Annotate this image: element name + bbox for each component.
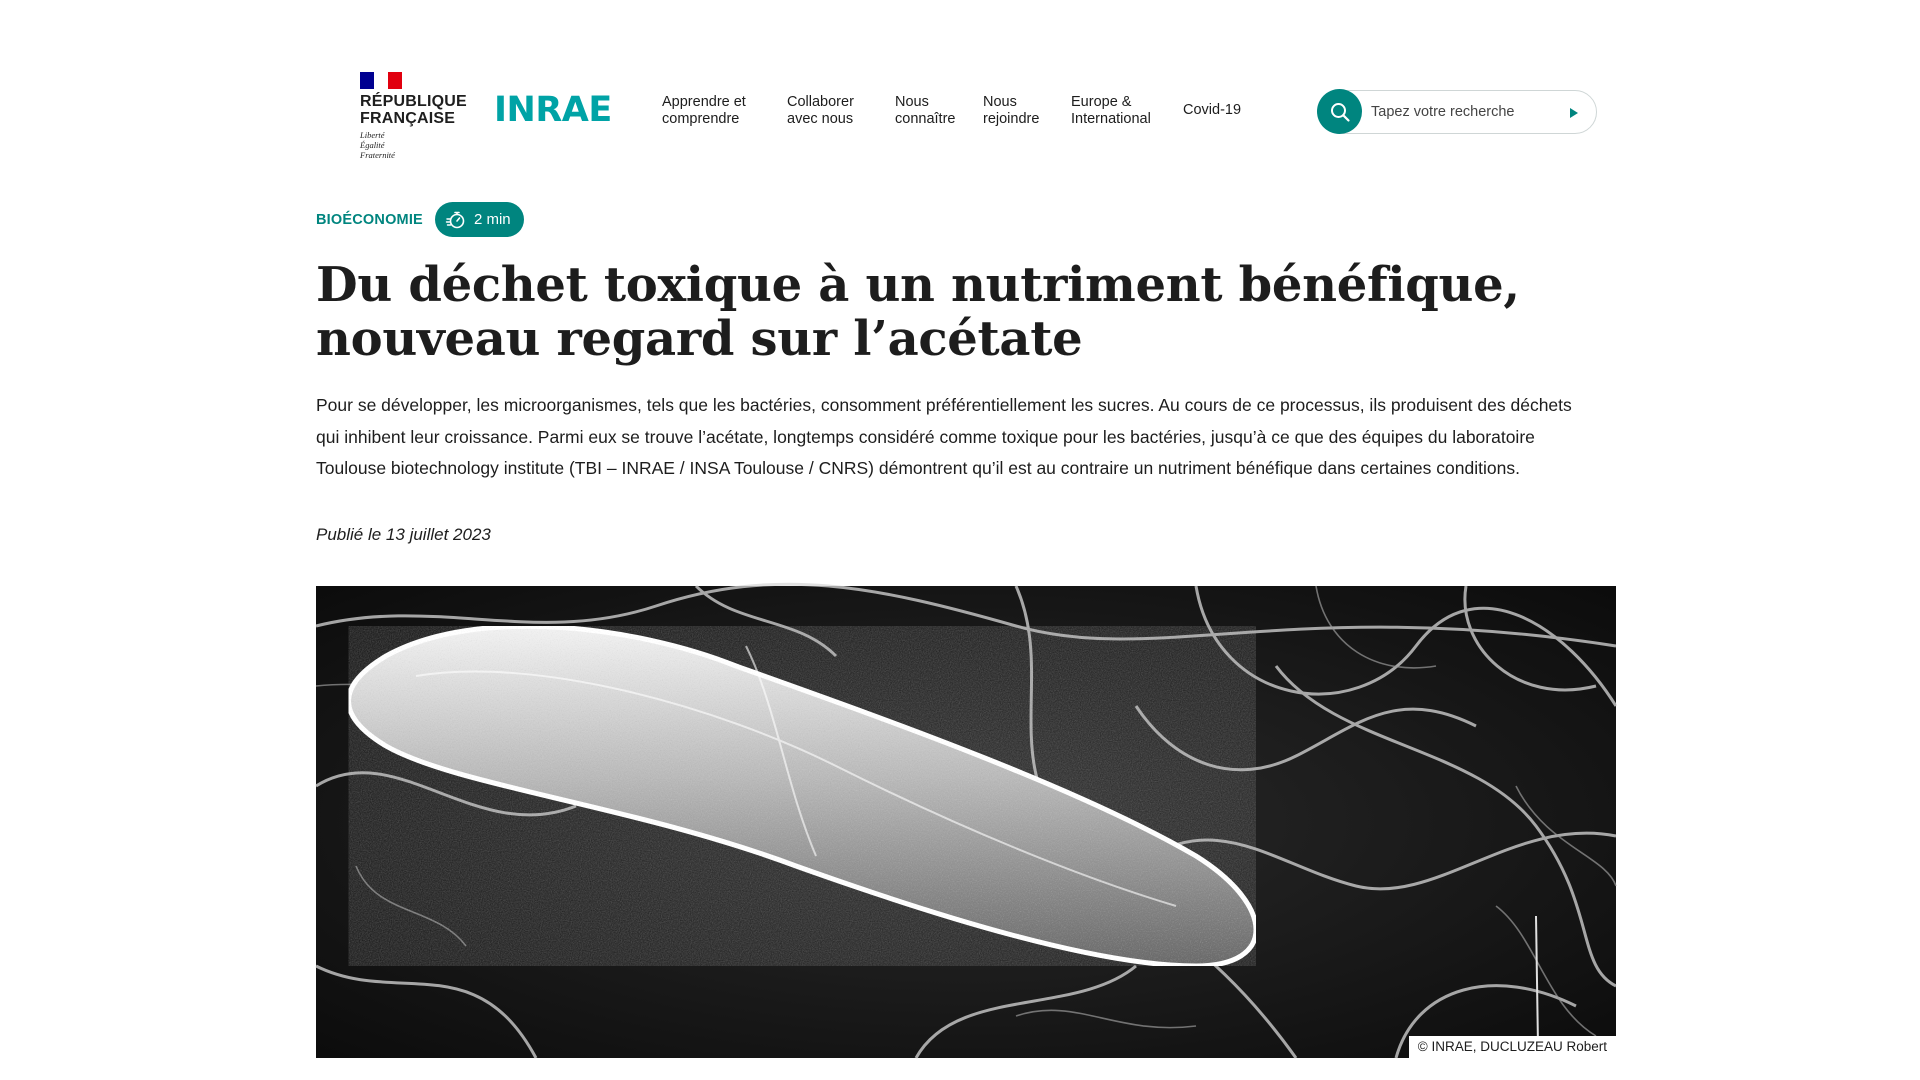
nav-item-collaborer[interactable]: Collaborer avec nous <box>787 94 854 127</box>
nav-item-nous-connaitre[interactable]: Nous connaître <box>895 94 956 127</box>
play-arrow-icon[interactable] <box>1564 103 1584 123</box>
article-title: Du déchet toxique à un nutriment bénéfique, nouveau regard sur l’acétate <box>316 257 1520 367</box>
nav-item-apprendre[interactable]: Apprendre et comprendre <box>662 94 746 127</box>
republique-motto: Liberté Égalité Fraternité <box>360 130 395 160</box>
stopwatch-icon <box>446 210 466 230</box>
image-caption: © INRAE, DUCLUZEAU Robert <box>1409 1036 1616 1058</box>
nav-item-nous-rejoindre[interactable]: Nous rejoindre <box>983 94 1040 127</box>
search-icon[interactable] <box>1317 89 1362 134</box>
inrae-logo[interactable]: INRAE <box>494 90 612 130</box>
republique-francaise-logo[interactable] <box>360 72 470 160</box>
read-time-badge <box>435 202 524 237</box>
main-nav <box>662 94 1263 128</box>
nav-item-europe-international[interactable]: Europe & International <box>1071 94 1151 127</box>
republique-name: RÉPUBLIQUE FRANÇAISE <box>360 93 467 127</box>
bacteria-micrograph <box>316 586 1616 1058</box>
nav-item-covid[interactable]: Covid-19 <box>1183 102 1242 118</box>
search-input[interactable] <box>1371 100 1551 124</box>
category-tag[interactable]: BIOÉCONOMIE <box>316 211 423 228</box>
search-box <box>1318 90 1597 134</box>
site-header <box>0 0 1920 170</box>
hero-image <box>316 586 1616 1058</box>
read-time-label: 2 min <box>473 211 511 228</box>
article-meta <box>316 202 524 237</box>
article-lead: Pour se développer, les microorganismes, tels que les bactéries, consomment préférentiellement les sucres. Au cours de ce processus, ils produisent des déchets qui inhibent leur croissance. Parmi eux se trouve l’acétate, longtemps considéré comme toxique pour les bactéries, jusqu’à ce que des équipes du laboratoire Toulouse biotechnology institute (TBI – INRAE / INSA Toulouse / CNRS) démontrent qu’il est au contraire un nutriment bénéfique dans certaines conditions. <box>316 395 1572 478</box>
french-flag-icon <box>360 72 402 89</box>
publication-date: Publié le 13 juillet 2023 <box>316 525 491 544</box>
